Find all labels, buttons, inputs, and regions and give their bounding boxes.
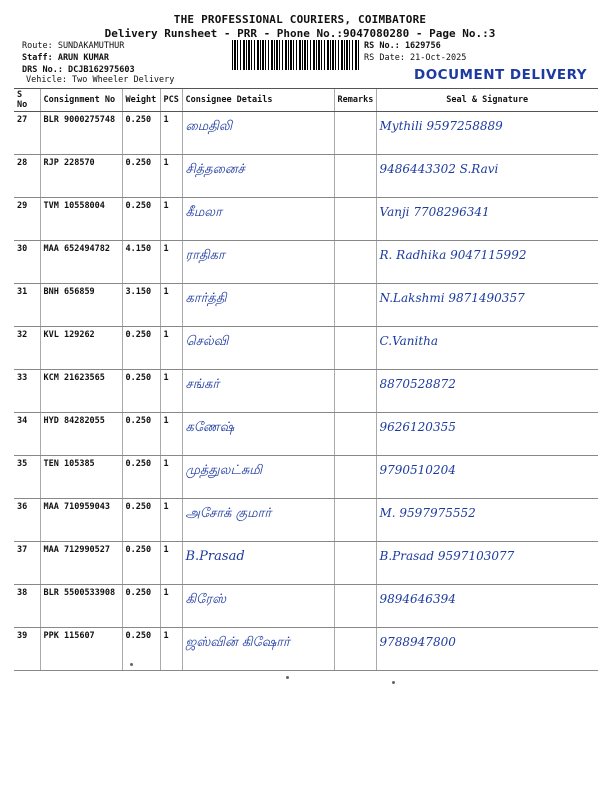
cell-weight: 3.150 — [122, 284, 160, 327]
cell-remarks — [334, 284, 376, 327]
signature-handwriting: C.Vanitha — [379, 334, 439, 348]
cell-weight: 0.250 — [122, 542, 160, 585]
speck — [392, 681, 395, 684]
col-consignment: Consignment No — [40, 89, 122, 112]
consignee-handwriting: அசோக் குமார் — [185, 506, 272, 521]
consignee-handwriting: கிரேஸ் — [185, 592, 227, 607]
cell-signature — [376, 327, 598, 370]
cell-consignment: BNH 656859 — [40, 284, 122, 327]
cell-signature — [376, 499, 598, 542]
barcode — [232, 40, 360, 70]
cell-consignee — [182, 155, 334, 198]
cell-weight: 0.250 — [122, 585, 160, 628]
cell-sno: 35 — [14, 456, 40, 499]
col-weight: Weight — [122, 89, 160, 112]
table-row — [14, 456, 598, 499]
table-row — [14, 628, 598, 671]
cell-consignee — [182, 241, 334, 284]
table-header-row — [14, 89, 598, 112]
consignee-handwriting: ஜஸ்வின் கிஷோர் — [185, 635, 290, 650]
cell-signature — [376, 456, 598, 499]
cell-sno: 36 — [14, 499, 40, 542]
table-row — [14, 370, 598, 413]
cell-weight: 0.250 — [122, 327, 160, 370]
table-row — [14, 499, 598, 542]
signature-handwriting: 9894646394 — [379, 592, 456, 606]
cell-weight: 0.250 — [122, 456, 160, 499]
table-row — [14, 413, 598, 456]
cell-consignee — [182, 284, 334, 327]
consignee-handwriting: கணேஷ் — [185, 420, 235, 435]
signature-handwriting: Mythili 9597258889 — [379, 119, 503, 133]
cell-consignment: TEN 105385 — [40, 456, 122, 499]
table-row — [14, 241, 598, 284]
cell-pcs: 1 — [160, 112, 182, 155]
cell-sno: 39 — [14, 628, 40, 671]
cell-pcs: 1 — [160, 241, 182, 284]
signature-handwriting: R. Radhika 9047115992 — [379, 248, 527, 262]
cell-remarks — [334, 628, 376, 671]
cell-signature — [376, 628, 598, 671]
cell-pcs: 1 — [160, 155, 182, 198]
cell-pcs: 1 — [160, 585, 182, 628]
sheet-title: THE PROFESSIONAL COURIERS, COIMBATORE — [173, 13, 427, 26]
speck — [130, 663, 133, 666]
col-sno: S No — [14, 89, 40, 112]
table-row — [14, 198, 598, 241]
cell-consignment: KVL 129262 — [40, 327, 122, 370]
cell-consignee — [182, 542, 334, 585]
cell-pcs: 1 — [160, 413, 182, 456]
cell-weight: 0.250 — [122, 198, 160, 241]
route-label: Route: SUNDAKAMUTHUR — [22, 41, 125, 51]
cell-sno: 37 — [14, 542, 40, 585]
cell-pcs: 1 — [160, 628, 182, 671]
cell-sno: 38 — [14, 585, 40, 628]
cell-pcs: 1 — [160, 499, 182, 542]
cell-consignment: BLR 9000275748 — [40, 112, 122, 155]
table-row — [14, 284, 598, 327]
vehicle-label: Vehicle: Two Wheeler Delivery — [26, 75, 175, 85]
signature-handwriting: M. 9597975552 — [379, 506, 476, 520]
cell-consignment: PPK 115607 — [40, 628, 122, 671]
signature-handwriting: 9486443302 S.Ravi — [379, 162, 499, 176]
cell-weight: 0.250 — [122, 112, 160, 155]
rs-number: RS No.: 1629756 — [364, 41, 441, 51]
consignee-handwriting: கார்த்தி — [185, 291, 227, 306]
consignee-handwriting: ராதிகா — [185, 248, 225, 263]
cell-remarks — [334, 198, 376, 241]
signature-handwriting: B.Prasad 9597103077 — [379, 549, 515, 563]
cell-weight: 4.150 — [122, 241, 160, 284]
signature-handwriting: 8870528872 — [379, 377, 456, 391]
consignee-handwriting: கீமலா — [185, 205, 222, 220]
consignee-handwriting: சங்கர் — [185, 377, 220, 392]
rs-date: RS Date: 21-Oct-2025 — [364, 53, 467, 63]
cell-sno: 31 — [14, 284, 40, 327]
cell-remarks — [334, 456, 376, 499]
consignee-handwriting: செல்வி — [185, 334, 229, 349]
cell-remarks — [334, 585, 376, 628]
cell-consignee — [182, 413, 334, 456]
cell-remarks — [334, 413, 376, 456]
cell-consignment: KCM 21623565 — [40, 370, 122, 413]
cell-remarks — [334, 542, 376, 585]
cell-consignee — [182, 456, 334, 499]
cell-consignment: HYD 84282055 — [40, 413, 122, 456]
cell-consignee — [182, 198, 334, 241]
signature-handwriting: N.Lakshmi 9871490357 — [379, 291, 525, 305]
consignee-handwriting: சித்தனைச் — [185, 162, 245, 177]
cell-sno: 34 — [14, 413, 40, 456]
col-pcs: PCS — [160, 89, 182, 112]
cell-pcs: 1 — [160, 542, 182, 585]
col-consignee: Consignee Details — [182, 89, 334, 112]
cell-signature — [376, 542, 598, 585]
cell-signature — [376, 241, 598, 284]
cell-signature — [376, 585, 598, 628]
cell-consignment: TVM 10558004 — [40, 198, 122, 241]
cell-sno: 33 — [14, 370, 40, 413]
cell-consignee — [182, 628, 334, 671]
document-delivery-stamp: DOCUMENT DELIVERY — [414, 67, 588, 83]
cell-signature — [376, 370, 598, 413]
cell-remarks — [334, 241, 376, 284]
signature-handwriting: 9626120355 — [379, 420, 456, 434]
cell-sno: 28 — [14, 155, 40, 198]
table-row — [14, 112, 598, 155]
col-remarks: Remarks — [334, 89, 376, 112]
cell-consignment: MAA 712990527 — [40, 542, 122, 585]
cell-consignee — [182, 370, 334, 413]
speck — [286, 676, 289, 679]
signature-handwriting: 9790510204 — [379, 463, 456, 477]
cell-sno: 27 — [14, 112, 40, 155]
cell-remarks — [334, 499, 376, 542]
cell-consignment: RJP 228570 — [40, 155, 122, 198]
cell-signature — [376, 198, 598, 241]
cell-pcs: 1 — [160, 370, 182, 413]
cell-weight: 0.250 — [122, 499, 160, 542]
cell-sno: 32 — [14, 327, 40, 370]
table-row — [14, 155, 598, 198]
cell-consignment: MAA 652494782 — [40, 241, 122, 284]
cell-weight: 0.250 — [122, 370, 160, 413]
staff-label: Staff: ARUN KUMAR — [22, 53, 109, 63]
runsheet-table — [14, 88, 598, 671]
cell-sno: 30 — [14, 241, 40, 284]
cell-signature — [376, 413, 598, 456]
cell-signature — [376, 155, 598, 198]
cell-sno: 29 — [14, 198, 40, 241]
cell-pcs: 1 — [160, 284, 182, 327]
consignee-handwriting: B.Prasad — [185, 549, 245, 564]
cell-consignee — [182, 585, 334, 628]
cell-pcs: 1 — [160, 198, 182, 241]
consignee-handwriting: மைதிலி — [185, 119, 233, 134]
col-signature: Seal & Signature — [376, 89, 598, 112]
cell-weight: 0.250 — [122, 413, 160, 456]
cell-consignee — [182, 327, 334, 370]
cell-pcs: 1 — [160, 327, 182, 370]
cell-weight: 0.250 — [122, 155, 160, 198]
cell-consignment: MAA 710959043 — [40, 499, 122, 542]
table-row — [14, 585, 598, 628]
cell-remarks — [334, 370, 376, 413]
cell-remarks — [334, 155, 376, 198]
consignee-handwriting: முத்துலட்சுமி — [185, 463, 263, 478]
cell-remarks — [334, 327, 376, 370]
cell-consignee — [182, 112, 334, 155]
drs-number: DRS No.: DCJB162975603 — [22, 65, 135, 75]
signature-handwriting: Vanji 7708296341 — [379, 205, 490, 219]
sheet-subtitle: Delivery Runsheet - PRR - Phone No.:9047080280 - Page No.:3 — [104, 27, 496, 40]
cell-pcs: 1 — [160, 456, 182, 499]
cell-signature — [376, 284, 598, 327]
cell-consignee — [182, 499, 334, 542]
cell-remarks — [334, 112, 376, 155]
table-row — [14, 542, 598, 585]
cell-consignment: BLR 5500533908 — [40, 585, 122, 628]
table-row — [14, 327, 598, 370]
cell-weight: 0.250 — [122, 628, 160, 671]
cell-signature — [376, 112, 598, 155]
signature-handwriting: 9788947800 — [379, 635, 456, 649]
